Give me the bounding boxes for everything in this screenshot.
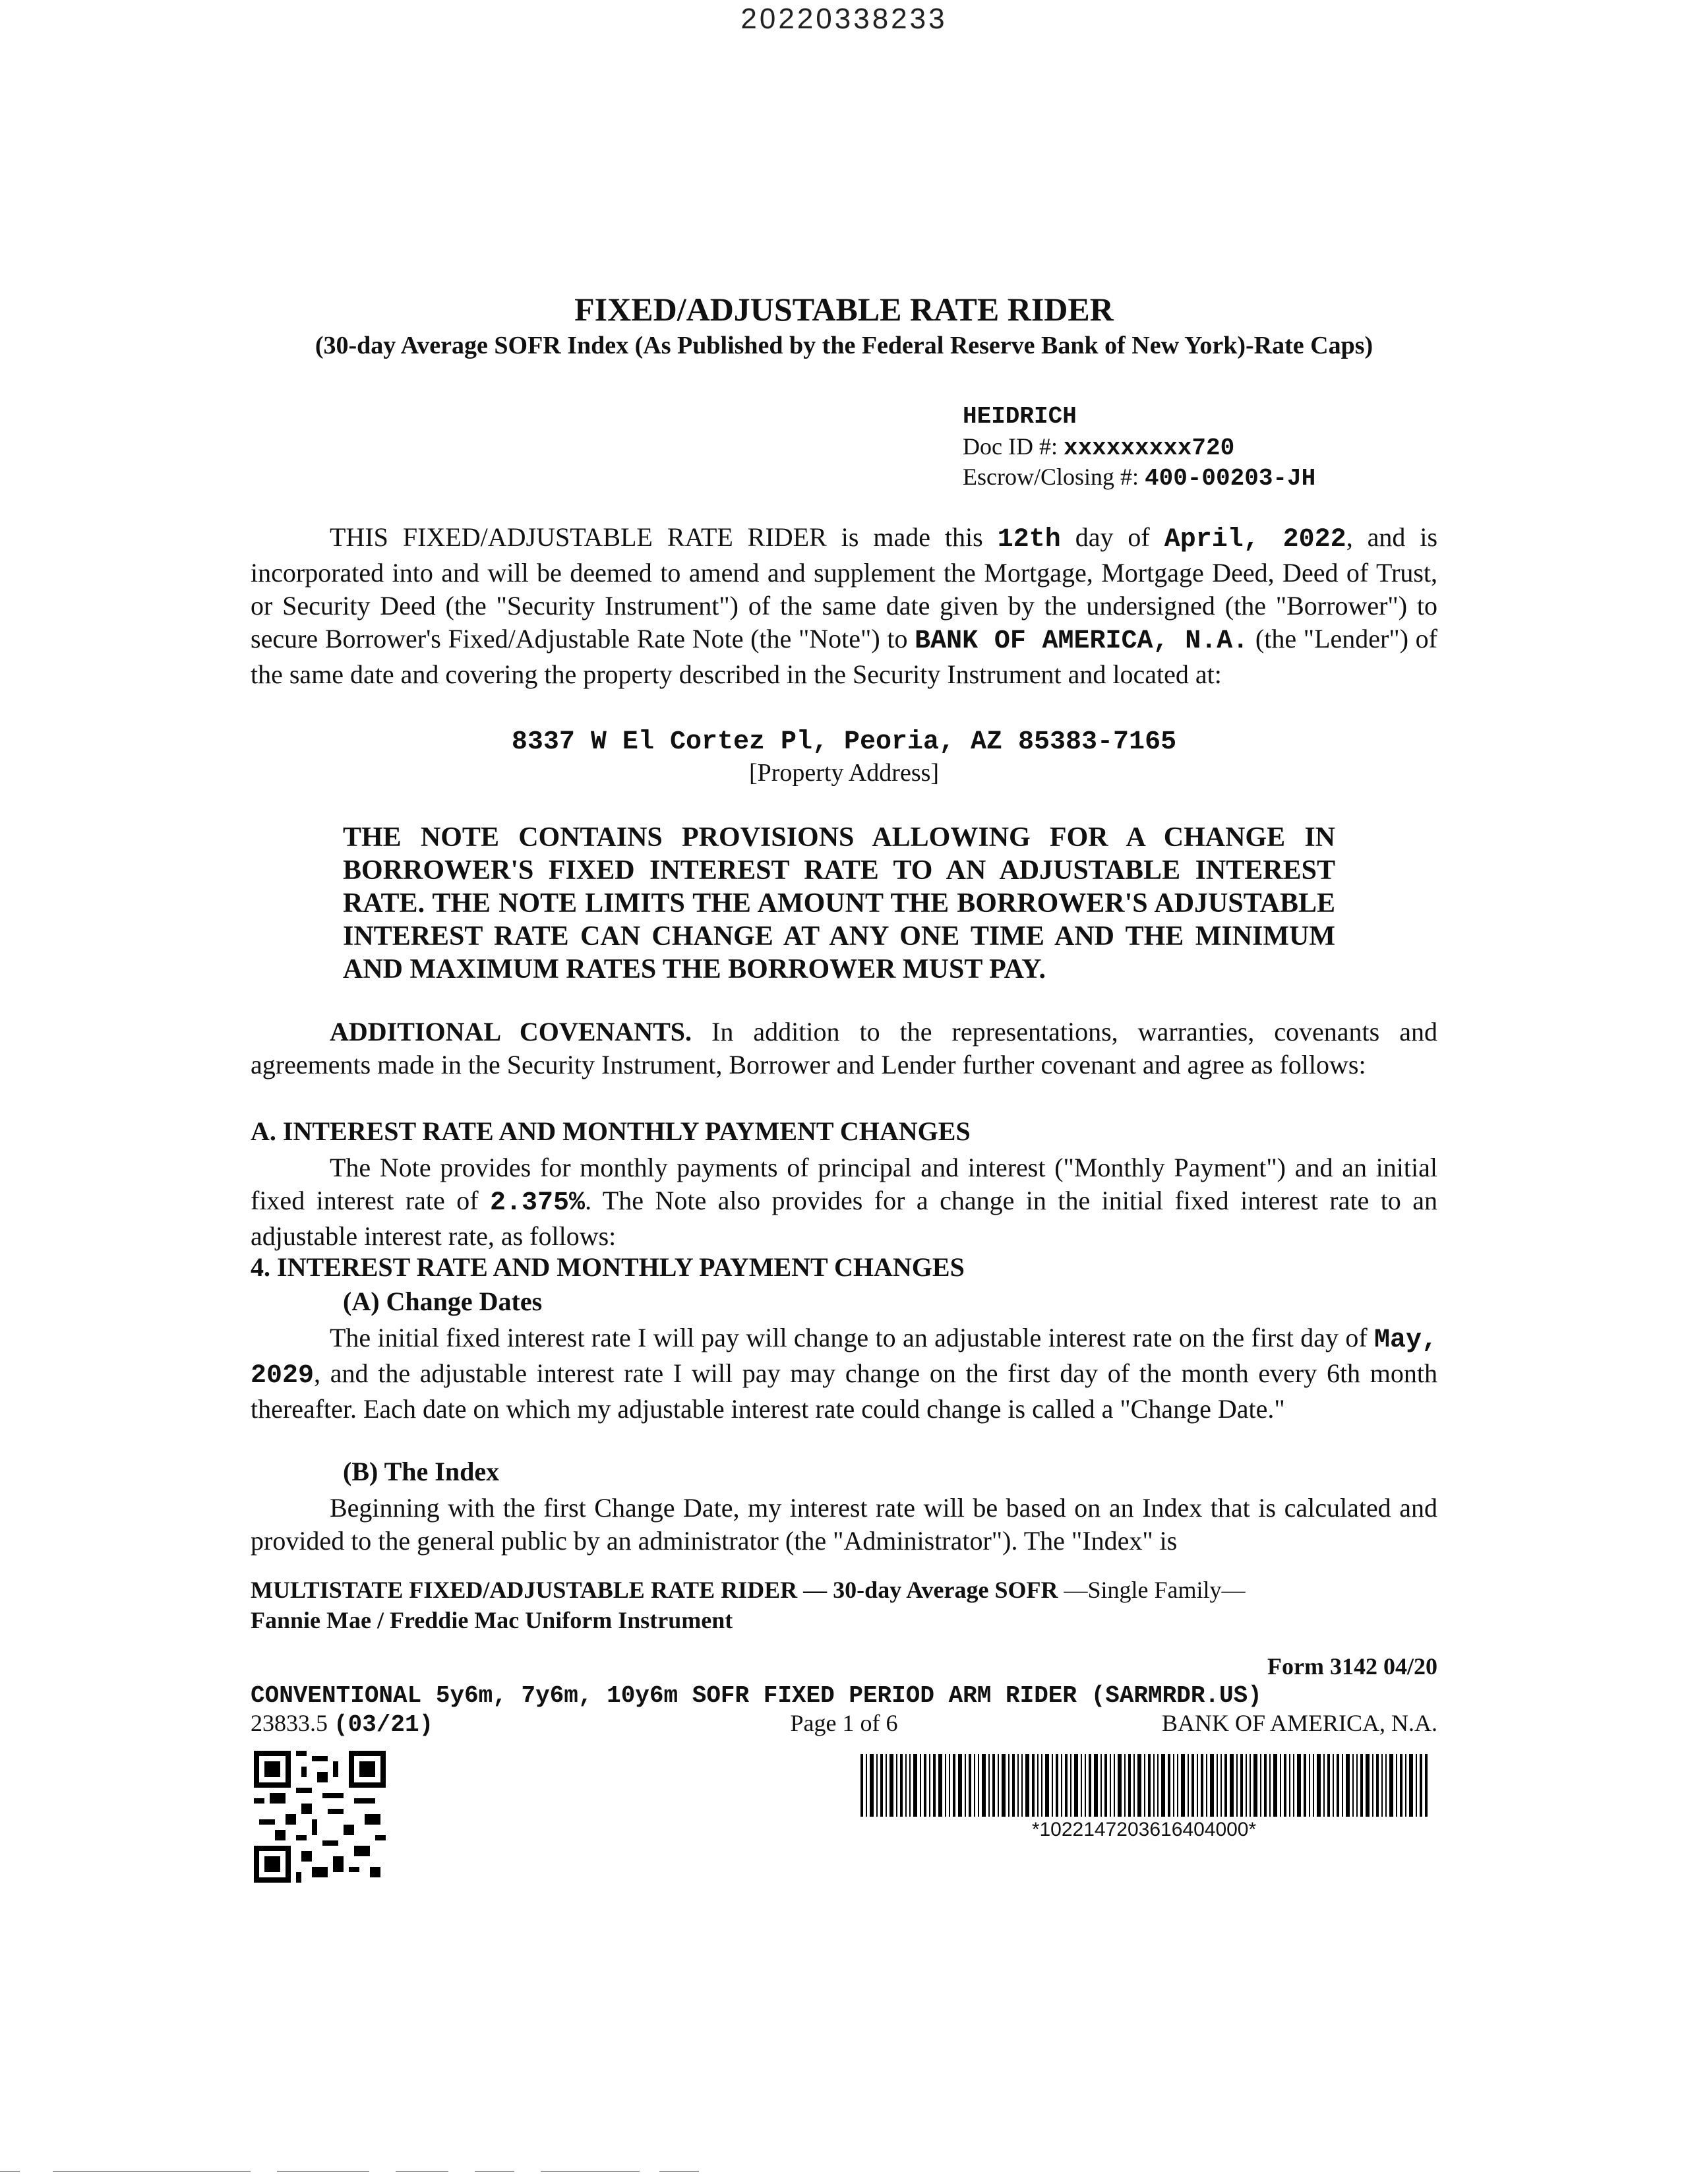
borrower-name: HEIDRICH xyxy=(963,403,1077,430)
rider-month-year: April, 2022 xyxy=(1164,525,1346,555)
uniform-instrument: Fannie Mae / Freddie Mac Uniform Instrument xyxy=(251,1607,733,1633)
barcode-icon xyxy=(860,1754,1428,1817)
scan-edge-artifact xyxy=(0,2169,791,2173)
intro-paragraph: THIS FIXED/ADJUSTABLE RATE RIDER is made this 12th day of April, 2022, and is incorporated into and will be deemed to amend and supplement the Mortgage, Mortgage Deed, Deed of Trust, or Security Deed (the "Security Instrument") of the same date given by the undersigned (the "Borrower") to secure Borrower's Fixed/Adjustable Rate Note (the "Note") to BANK OF AMERICA, N.A. (the "Lender") of the same date and covering the property described in the Security Instrument and located at: xyxy=(251,522,1438,689)
index-heading: (B) The Index xyxy=(343,1457,500,1486)
additional-covenants: ADDITIONAL COVENANTS. In addition to the representations, warranties, covenants and agreements made in the Security Instrument, Borrower and Lender further covenant and agree as follows: xyxy=(251,1017,1438,1079)
document-subtitle: (30-day Average SOFR Index (As Published by the Federal Reserve Bank of New York)-Rate Caps) xyxy=(315,332,1373,359)
section-4-heading: 4. INTEREST RATE AND MONTHLY PAYMENT CHANGES xyxy=(251,1252,965,1282)
qr-code-icon xyxy=(254,1751,386,1883)
rider-day: 12th xyxy=(997,525,1061,555)
doc-id-value: xxxxxxxxx720 xyxy=(1063,435,1235,462)
form-code: 23833.5 (03/21) xyxy=(251,1710,434,1738)
lender-name: BANK OF AMERICA, N.A. xyxy=(915,626,1249,656)
first-change-date: May, 2029 xyxy=(251,1325,1438,1391)
doc-id-label: Doc ID #: xyxy=(963,433,1058,460)
initial-rate: 2.375% xyxy=(490,1188,586,1218)
recording-number: 20220338233 xyxy=(740,3,948,35)
product-line: CONVENTIONAL 5y6m, 7y6m, 10y6m SOFR FIXED PERIOD ARM RIDER (SARMRDR.US) xyxy=(251,1682,1262,1709)
change-dates-heading: (A) Change Dates xyxy=(343,1287,543,1316)
form-number: Form 3142 04/20 xyxy=(1267,1653,1437,1680)
covenants-lead: ADDITIONAL COVENANTS. xyxy=(330,1017,692,1046)
property-address-label: [Property Address] xyxy=(748,759,940,787)
property-address: 8337 W El Cortez Pl, Peoria, AZ 85383-7165 xyxy=(511,727,1177,757)
section-a-heading: A. INTEREST RATE AND MONTHLY PAYMENT CHANGES xyxy=(251,1116,971,1146)
escrow-label: Escrow/Closing #: xyxy=(963,464,1139,490)
doc-id-line xyxy=(963,433,1234,462)
footer-lender: BANK OF AMERICA, N.A. xyxy=(1161,1710,1437,1736)
section-a-paragraph: The Note provides for monthly payments of principal and interest ("Monthly Payment") and an initial fixed interest rate of 2.375%. The Note also provides for a change in the initial fixed interest rate to an adjustable interest rate, as follows: xyxy=(251,1153,1438,1251)
escrow-line xyxy=(963,463,1315,492)
form-title-line: MULTISTATE FIXED/ADJUSTABLE RATE RIDER — 30-day Average SOFR —Single Family— xyxy=(251,1577,1246,1603)
index-paragraph: Beginning with the first Change Date, my interest rate will be based on an Index that is calculated and provided to the general public by an administrator (the "Administrator"). The "Index" is xyxy=(251,1493,1437,1556)
page-number: Page 1 of 6 xyxy=(790,1710,898,1736)
barcode-number: *1022147203616404000* xyxy=(1031,1819,1257,1840)
rate-change-notice: THE NOTE CONTAINS PROVISIONS ALLOWING FOR A CHANGE IN BORROWER'S FIXED INTEREST RATE TO AN ADJUSTABLE INTEREST RATE. THE NOTE LIMITS THE AMOUNT THE BORROWER'S ADJUSTABLE INTEREST RATE CAN CHANGE AT ANY ONE TIME AND THE MINIMUM AND MAXIMUM RATES THE BORROWER MUST PAY. xyxy=(343,822,1335,985)
document-title: FIXED/ADJUSTABLE RATE RIDER xyxy=(574,291,1114,328)
change-dates-paragraph: The initial fixed interest rate I will pay will change to an adjustable interest rate on the first day of May, 2029, and the adjustable interest rate I will pay may change on the first day of the month every 6th month thereafter. Each date on which my adjustable interest rate could change is called a "Change Date." xyxy=(251,1323,1438,1424)
escrow-value: 400-00203-JH xyxy=(1145,465,1316,492)
